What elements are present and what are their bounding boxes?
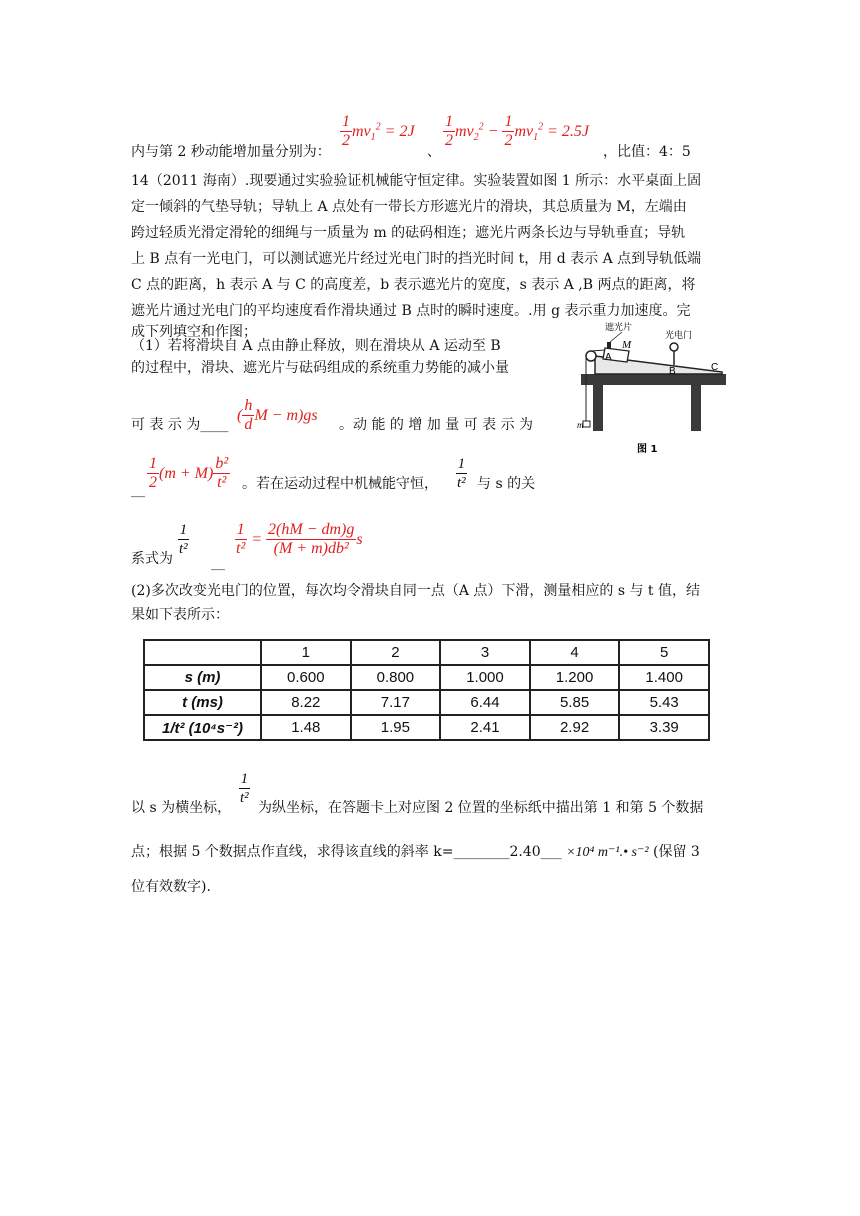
label-c: C xyxy=(711,362,719,373)
table-header-cell: 3 xyxy=(440,640,530,665)
string-top xyxy=(591,350,605,351)
pulley xyxy=(586,351,596,361)
rel-blank: __ xyxy=(211,555,225,571)
table-cell: 5.85 xyxy=(530,690,620,715)
intro-frac2: $\frac{1}{2}$ xyxy=(445,113,453,149)
table-cell: 1.95 xyxy=(351,715,441,740)
relation-answer: $\frac{1}{\text{t²}}$ = $\frac{2(hM - dm)g}{\text{(M + m)db²}}$ s xyxy=(236,521,363,557)
intro-frac3: $\frac{1}{2}$ xyxy=(504,113,513,149)
intro-prefix: 内与第 2 秒动能增加量分别为： xyxy=(131,144,331,160)
data-table xyxy=(143,639,710,741)
table-cell: 1.48 xyxy=(261,715,351,740)
table-leg-left xyxy=(593,385,603,431)
shade-pointer xyxy=(610,332,622,342)
ke-prefix: __ xyxy=(131,482,145,498)
figure-caption: 图 1 xyxy=(637,444,658,455)
part1-line-2: 的过程中，滑块、遮光片与砝码组成的系统重力势能的减小量 xyxy=(131,360,509,376)
ke-tail: 与 s 的关 xyxy=(477,476,536,492)
table-cell: 8.22 xyxy=(261,690,351,715)
problem-line-2: 定一倾斜的气垫导轨；导轨上 A 点处有一带长方形遮光片的滑块，其总质量为 M，左端由 xyxy=(131,199,687,215)
table-cell: 1.400 xyxy=(619,665,709,690)
axis-t-frac: $\frac{1}{\text{t²}}$ xyxy=(240,771,249,806)
table-cell: 2.41 xyxy=(440,715,530,740)
part2-line-2: 果如下表所示： xyxy=(131,607,229,623)
problem-line-1: 14（2011 海南）.现要通过实验验证机械能守恒定律。实验装置如图 1 所示：水平桌面上固 xyxy=(131,173,702,189)
intro-expr2a: $mv_2^2$ − xyxy=(455,121,503,144)
label-m-small: m xyxy=(577,420,584,430)
shade-plate xyxy=(607,342,611,349)
slope-prefix: 点；根据 5 个数据点作直线，求得该直线的斜率 k=________2.40___ xyxy=(131,844,562,860)
axis-suffix: 为纵坐标，在答题卡上对应图 2 位置的坐标纸中描出第 1 和第 5 个数据 xyxy=(258,800,704,816)
ke-t-frac: $\frac{1}{\text{t²}}$ xyxy=(457,456,466,491)
table-leg-right xyxy=(691,385,701,431)
table-cell: 2.92 xyxy=(530,715,620,740)
intro-sep: 、 xyxy=(427,144,441,160)
table-cell: 6.44 xyxy=(440,690,530,715)
table-header-cell xyxy=(144,640,261,665)
intro-expr1: $mv_1^2 = 2J$ xyxy=(352,121,415,144)
table-cell: 0.600 xyxy=(261,665,351,690)
label-shade: 遮光片 xyxy=(605,323,633,333)
table-header-cell: 2 xyxy=(351,640,441,665)
label-a: A xyxy=(605,352,612,363)
table-row xyxy=(144,665,709,690)
relation-line xyxy=(131,547,731,571)
table-cell: 7.17 xyxy=(351,690,441,715)
problem-line-4: 上 B 点有一光电门，可以测试遮光片经过光电门时的挡光时间 t，用 d 表示 A 点到导轨低端 xyxy=(131,251,702,267)
table-cell: 1.000 xyxy=(440,665,530,690)
intro-line xyxy=(131,140,731,164)
part2-line-4 xyxy=(131,840,731,865)
pe-answer: ( $\frac{h}{d}$ M − m)gs xyxy=(237,397,318,433)
apparatus-figure xyxy=(577,320,729,460)
part2-line-5: 位有效数字). xyxy=(131,879,211,895)
table-top xyxy=(581,374,726,385)
table-header-cell: 5 xyxy=(619,640,709,665)
table-row xyxy=(144,690,709,715)
rel-t-frac: $\frac{1}{\text{t²}}$ xyxy=(179,522,188,557)
intro-expr2b: $mv_1^2 = 2.5J$ xyxy=(514,121,590,144)
ke-line xyxy=(131,478,731,502)
table-cell: 0.800 xyxy=(351,665,441,690)
ke-suffix: 。若在运动过程中机械能守恒， xyxy=(242,476,438,492)
intro-ratio: ，比值：4：5 xyxy=(603,144,691,160)
row-label: 1/t² (10⁴s⁻²) xyxy=(144,715,261,740)
pe-suffix: 。动 能 的 增 加 量 可 表 示 为 xyxy=(339,417,534,433)
slope-unit: ×10⁴ m⁻¹.• s⁻² xyxy=(566,845,649,860)
table-header-cell: 4 xyxy=(530,640,620,665)
ke-answer: $\frac{1}{2}$ (m + M) $\frac{\text{b²}}{\text{t²}}$ xyxy=(149,455,229,491)
table-cell: 5.43 xyxy=(619,690,709,715)
table-header-cell: 1 xyxy=(261,640,351,665)
label-m-big: M xyxy=(622,339,632,351)
rel-prefix: 系式为 xyxy=(131,551,173,567)
axis-prefix: 以 s 为横坐标， xyxy=(131,800,232,816)
table-row xyxy=(144,715,709,740)
problem-line-7: 成下列填空和作图； xyxy=(131,324,257,340)
photogate-head xyxy=(670,343,678,351)
row-label: s (m) xyxy=(144,665,261,690)
part1-line-1: （1）若将滑块自 A 点由静止释放，则在滑块从 A 运动至 B xyxy=(131,338,501,354)
label-b: B xyxy=(669,366,676,377)
table-cell: 3.39 xyxy=(619,715,709,740)
hanging-mass xyxy=(583,421,590,427)
problem-line-5: C 点的距离，h 表示 A 与 C 的高度差，b 表示遮光片的宽度，s 表示 A ,B 两点的距离，将 xyxy=(131,277,696,293)
table-header-row xyxy=(144,640,709,665)
part2-line-1: (2)多次改变光电门的位置，每次均令滑块自同一点（A 点）下滑，测量相应的 s 与 t 值，结 xyxy=(131,583,701,599)
label-gate: 光电门 xyxy=(665,331,693,341)
intro-frac1: $\frac{1}{2}$ xyxy=(342,113,350,149)
problem-line-6: 遮光片通过光电门的平均速度看作滑块通过 B 点时的瞬时速度。.用 g 表示重力加速度。完 xyxy=(131,303,691,319)
row-label: t (ms) xyxy=(144,690,261,715)
table-cell: 1.200 xyxy=(530,665,620,690)
part2-line-3 xyxy=(131,796,731,820)
pe-prefix: 可 表 示 为____ xyxy=(131,417,229,433)
problem-line-3: 跨过轻质光滑定滑轮的细绳与一质量为 m 的砝码相连；遮光片两条长边与导轨垂直；导轨 xyxy=(131,225,686,241)
slope-suffix: (保留 3 xyxy=(653,844,700,860)
